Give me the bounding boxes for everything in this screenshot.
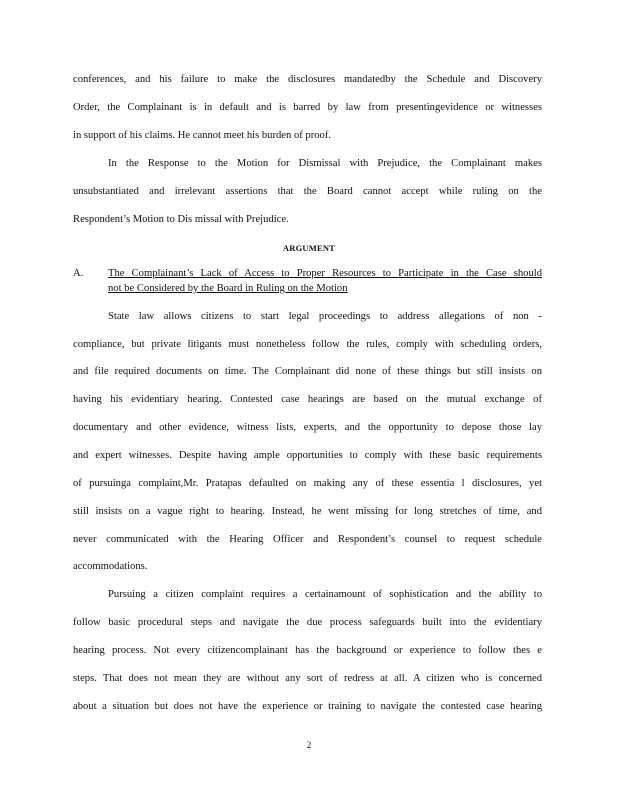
paragraph-3-line: State law allows citizens to start legal proceedings to address allegations of non - xyxy=(108,311,542,322)
section-letter: A. xyxy=(73,268,84,279)
page-number: 2 xyxy=(306,740,312,750)
paragraph-3-line: still insists on a vague right to hearing. Instead, he went missing for long stretches of time, and xyxy=(73,506,542,517)
paragraph-3-line: of pursuinga complaint,Mr. Pratapas defaulted on making any of these essentia l disclosures, yet xyxy=(73,478,542,489)
paragraph-2-line: unsubstantiated and irrelevant assertions that the Board cannot accept while ruling on the xyxy=(73,186,542,197)
paragraph-3-line: documentary and other evidence, witness lists, experts, and the opportunity to depose those lay xyxy=(73,422,542,433)
paragraph-3-line: compliance, but private litigants must nonetheless follow the rules, comply with scheduling orders, xyxy=(73,339,542,350)
paragraph-2-line: In the Response to the Motion for Dismissal with Prejudice, the Complainant makes xyxy=(108,158,542,169)
paragraph-1-line: Order, the Complainant is in default and is barred by law from presentingevidence or witnesses xyxy=(73,102,542,113)
paragraph-1-line: conferences, and his failure to make the disclosures mandatedby the Schedule and Discovery xyxy=(73,74,542,85)
paragraph-3-line: and expert witnesses. Despite having ample opportunities to comply with these basic requirements xyxy=(73,450,542,461)
section-title-line: The Complainant’s Lack of Access to Proper Resources to Participate in the Case should xyxy=(108,268,542,279)
paragraph-3-line: having his evidentiary hearing. Contested case hearings are based on the mutual exchange of xyxy=(73,394,542,405)
paragraph-4-line: steps. That does not mean they are without any sort of redress at all. A citizen who is concerned xyxy=(73,673,542,684)
paragraph-2-line: Respondent’s Motion to Dis missal with Prejudice. xyxy=(73,214,289,225)
section-heading: ARGUMENT xyxy=(282,243,336,253)
paragraph-3-line: never communicated with the Hearing Officer and Respondent’s counsel to request schedule xyxy=(73,534,542,545)
paragraph-3-line: accommodations. xyxy=(73,561,148,572)
paragraph-4-line: hearing process. Not every citizencomplainant has the background or experience to follow thes e xyxy=(73,645,542,656)
paragraph-1-line: in support of his claims. He cannot meet his burden of proof. xyxy=(73,130,332,141)
paragraph-4-line: follow basic procedural steps and navigate the due process safeguards built into the evidentiary xyxy=(73,617,542,628)
paragraph-3-line: and file required documents on time. The Complainant did none of these things but still insists on xyxy=(73,366,542,377)
paragraph-4-line: about a situation but does not have the experience or training to navigate the contested case hearing xyxy=(73,701,542,712)
paragraph-4-line: Pursuing a citizen complaint requires a certainamount of sophistication and the ability to xyxy=(108,589,542,600)
section-title-line: not be Considered by the Board in Ruling on the Motion xyxy=(108,283,348,294)
